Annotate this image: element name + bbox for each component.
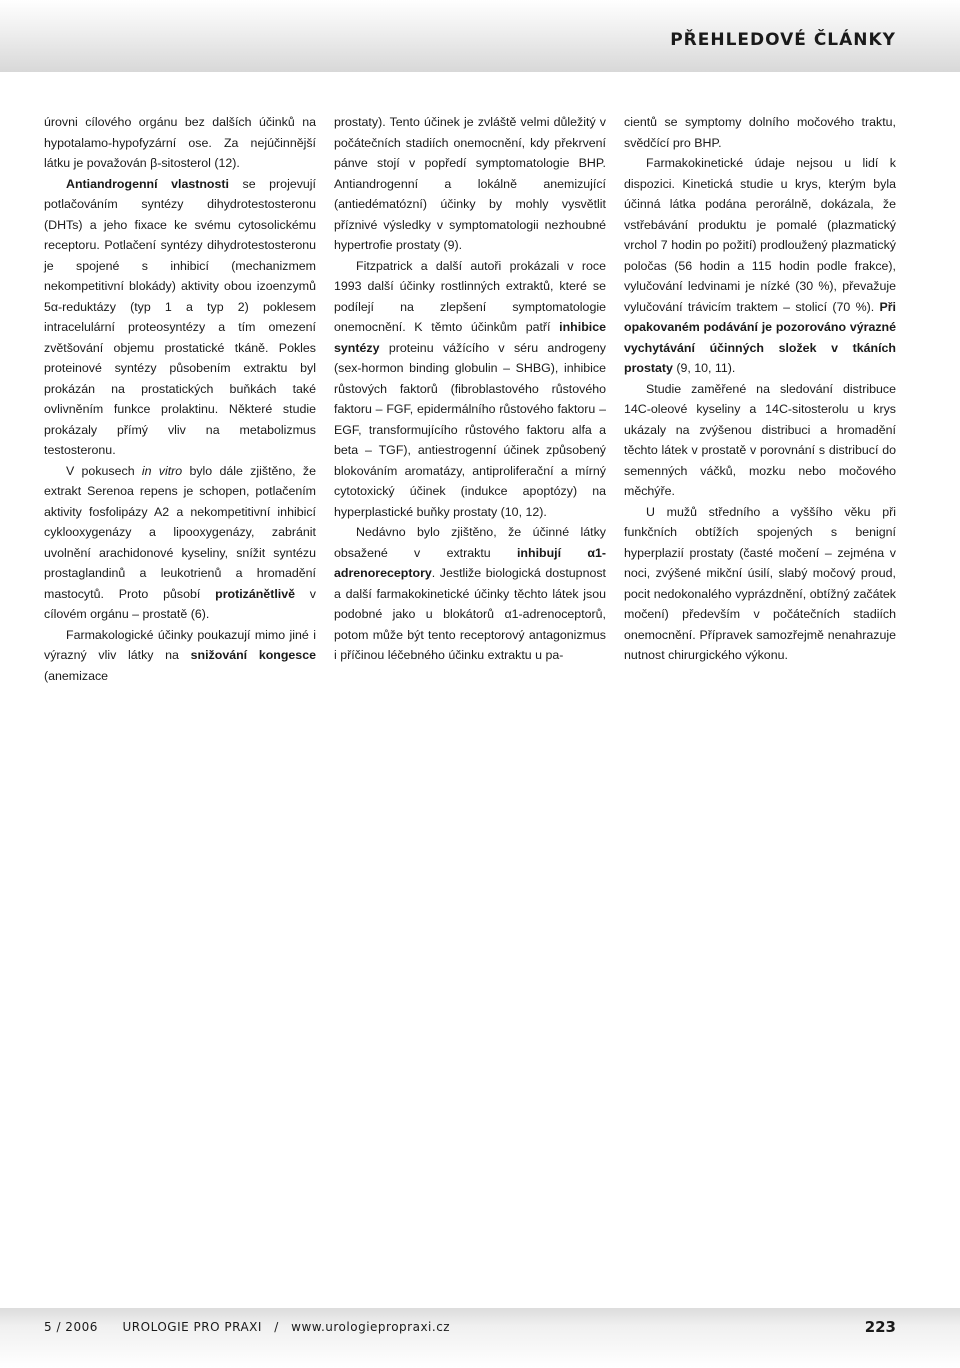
- bold-term: inhibice syntézy: [334, 320, 606, 355]
- bold-term: inhibují α1-adrenoreceptory: [334, 545, 606, 580]
- paragraph: prostaty). Tento účinek je zvláště velmi důležitý v počátečních stadiích onemocnění, kdy překrvení pánve stojí v popředí symptomatologie BHP. Antiandrogenní a lokálně anemizující (antiedématózní) účinky by mohly vysvětlit příznivé výsledky v symptomatologii nezhoubné hypertrofie prostaty (9).: [334, 115, 606, 252]
- paragraph: úrovni cílového orgánu bez dalších účinků na hypotalamo-hypofyzární ose. Za nejúčinnější látku je považován β-sitosterol (12).: [44, 115, 316, 170]
- issue-number: 5 / 2006: [44, 1320, 98, 1334]
- paragraph-text: Fitzpatrick a další autoři prokázali v roce 1993 další účinky rostlinných extraktů, které se podílejí na zlepšení symptomatologie onemocnění. K těmto účinkům patří: [334, 258, 606, 334]
- paragraph: [44, 461, 316, 625]
- bold-term: Při opakovaném podávání je pozorováno výrazné vychytávání účinných složek v tkáních prostaty: [624, 299, 896, 375]
- footer-separator: /: [274, 1320, 279, 1334]
- paragraph-text: (anemizace: [44, 668, 109, 683]
- website-link[interactable]: www.urologiepropraxi.cz: [291, 1320, 451, 1334]
- italic-term: in vitro: [141, 463, 183, 478]
- column-3: [624, 112, 896, 666]
- paragraph-text: proteinu vážícího v séru androgeny (sex-hormon binding globulin – SHBG), inhibice růstových faktorů (fibroblastového růstového faktoru – FGF, epidermálního růstového faktoru – EGF, transformujícího růstového faktoru alfa a beta – TGF), antiestrogenní účinek způsobený blokováním aromatázy, antiproliferační a mírný cytotoxický účinek (indukce apoptózy) na hyperplastické buňky prostaty (10, 12).: [334, 340, 606, 519]
- paragraph-text: V pokusech: [66, 463, 142, 478]
- paragraph: U mužů středního a vyššího věku při funkčních obtížích spojených s benigní hyperplazií prostaty (časté močení – zejména v noci, zvýšené mikční úsilí, slabý močový proud, pocit nedokonalého vyprázdnění, obtížný začátek močení) především v počátečních stadiích onemocnění. Přípravek samozřejmě nenahrazuje nutnost chirurgického výkonu.: [624, 504, 896, 662]
- paragraph-text: v cílovém orgánu – prostatě (6).: [44, 586, 316, 621]
- paragraph-text: Nedávno bylo zjištěno, že účinné látky obsažené v extraktu: [334, 525, 606, 560]
- paragraph: Studie zaměřené na sledování distribuce 14C-oleové kyseliny a 14C-sitosterolu u krys ukázaly na zvýšenou distribuci a hromadění těchto látek v prostatě v porovnání s distribucí do semenných váčků, mozku nebo močového měchýře.: [624, 381, 896, 498]
- paragraph: [334, 522, 606, 666]
- page-number: 223: [864, 1318, 896, 1336]
- bold-term: snižování kongesce: [190, 648, 316, 662]
- bold-term: Antiandrogenní vlastnosti: [66, 176, 229, 191]
- paragraph-text: (9, 10, 11).: [672, 361, 736, 375]
- paragraph: [44, 625, 316, 687]
- paragraph: [624, 153, 896, 379]
- paragraph-text: Farmakologické účinky poukazují mimo jiné i výrazný vliv látky na: [44, 627, 316, 662]
- paragraph-text: Farmakokinetické údaje nejsou u lidí k dispozici. Kinetická studie u krys, kterým byla účinná látka podána perorálně, dokázala, že vstřebávání produktu je pomalé (plazmatický vrchol 7 hodin po požití) prodloužený plazmatický poločas (56 hodin a 115 hodin podle frakce), vylučování ledvinami je nízké (30 %), převažuje vylučování trávicím traktem – stolicí (70 %).: [624, 156, 896, 314]
- section-title: PŘEHLEDOVÉ ČLÁNKY: [670, 30, 896, 50]
- bold-term: protizánětlivě: [215, 586, 295, 601]
- paragraph: [334, 256, 606, 523]
- paragraph: cientů se symptomy dolního močového traktu, svědčící pro BHP.: [624, 115, 896, 150]
- footer-band: [0, 1308, 960, 1368]
- column-2: [334, 112, 606, 666]
- paragraph-text: se projevují potlačováním syntézy dihydrotestosteronu (DHTs) a jeho fixace ke svému cytosolickému receptoru. Potlačení syntézy dihydrotestosteronu je spojené s inhibicí (mechanizmem nekompetitivní blokády) aktivity obou izoenzymů 5α-reduktázy (typ 1 a typ 2) poklesem intracelulární proteosyntézy a tím omezení zvětšování objemu prostatické tkáně. Pokles proteinové syntézy působením extraktu byl prokázán na prostatických buňkách také ovlivněním funkce prolaktinu. Některé studie prokázaly přímý vliv na metabolizmus testosteronu.: [44, 176, 316, 457]
- paragraph-text: . Jestliže biologická dostupnost a další farmakokinetické účinky těchto látek jsou podobné jako u blokátorů α1-adrenoceptorů, potom může být tento receptorový antagonizmus i příčinou léčebného účinku extraktu u pa-: [334, 566, 606, 662]
- paragraph-text: bylo dále zjištěno, že extrakt Serenoa repens je schopen, potlačením aktivity fosfolipázy A2 a nekompetitivní inhibicí cyklooxygenázy a lipooxygenázy, zabránit uvolnění arachidonové kyseliny, snížit syntézu prostaglandinů a leukotrienů a hromadění mastocytů. Proto působí: [44, 463, 316, 601]
- journal-name: UROLOGIE PRO PRAXI: [122, 1320, 262, 1334]
- column-1: [44, 112, 316, 686]
- footer-info: [44, 1320, 450, 1334]
- paragraph: [44, 174, 316, 461]
